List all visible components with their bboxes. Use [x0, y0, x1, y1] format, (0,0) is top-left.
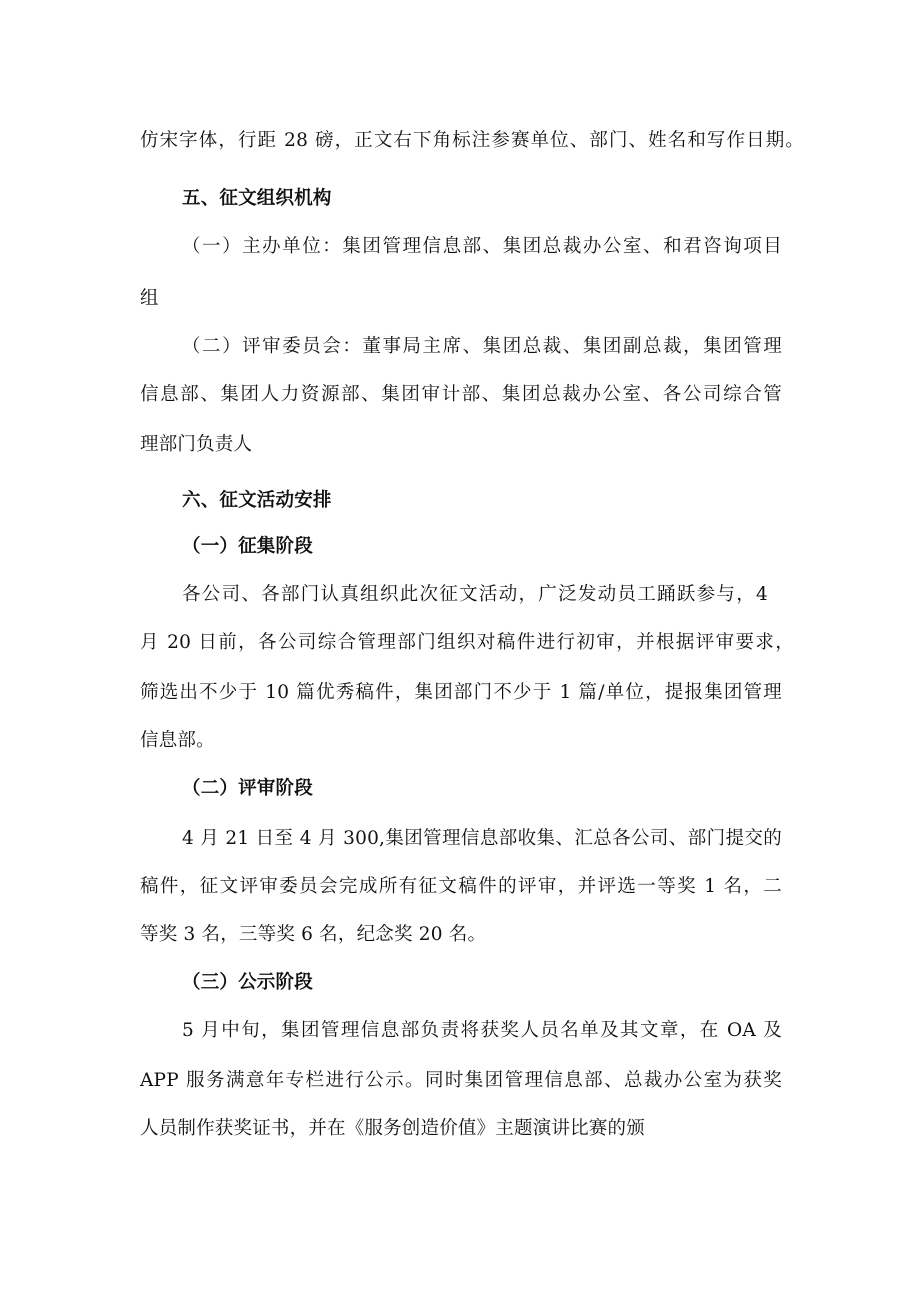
section-6-title: 六、征文活动安排: [182, 490, 332, 511]
section-5-item-1-line: （一）主办单位：集团管理信息部、集团总裁办公室、和君咨询项目: [182, 236, 782, 257]
stage-3-line: APP 服务满意年专栏进行公示。同时集团管理信息部、总裁办公室为获奖: [140, 1070, 782, 1091]
section-5-title: 五、征文组织机构: [182, 188, 332, 209]
section-5-item-2-line: 信息部、集团人力资源部、集团审计部、集团总裁办公室、各公司综合管: [140, 384, 782, 405]
stage-2-line: 等奖 3 名，三等奖 6 名，纪念奖 20 名。: [140, 924, 487, 945]
section-5-item-1-line: 组: [140, 288, 159, 309]
format-paragraph-line: 仿宋字体，行距 28 磅，正文右下角标注参赛单位、部门、姓名和写作日期。: [140, 130, 804, 151]
section-5-item-2-line: （二）评审委员会：董事局主席、集团总裁、集团副总裁，集团管理: [182, 336, 782, 357]
stage-2-title: （二）评审阶段: [182, 778, 313, 799]
stage-2-line: 4 月 21 日至 4 月 300,集团管理信息部收集、汇总各公司、部门提交的: [182, 828, 782, 849]
stage-1-line: 各公司、各部门认真组织此次征文活动，广泛发动员工踊跃参与，4: [182, 584, 768, 605]
stage-3-title: （三）公示阶段: [182, 972, 313, 993]
section-5-item-2-line: 理部门负责人: [140, 434, 253, 455]
stage-1-line: 筛选出不少于 10 篇优秀稿件，集团部门不少于 1 篇/单位，提报集团管理: [140, 682, 782, 703]
stage-3-line: 人员制作获奖证书，并在《服务创造价值》主题演讲比赛的颁: [140, 1118, 645, 1139]
stage-2-line: 稿件，征文评审委员会完成所有征文稿件的评审，并评选一等奖 1 名，二: [140, 876, 782, 897]
stage-1-line: 月 20 日前，各公司综合管理部门组织对稿件进行初审，并根据评审要求，: [140, 632, 794, 653]
stage-1-title: （一）征集阶段: [182, 536, 313, 557]
stage-1-line: 信息部。: [140, 730, 215, 751]
stage-3-line: 5 月中旬，集团管理信息部负责将获奖人员名单及其文章，在 OA 及: [182, 1020, 782, 1041]
